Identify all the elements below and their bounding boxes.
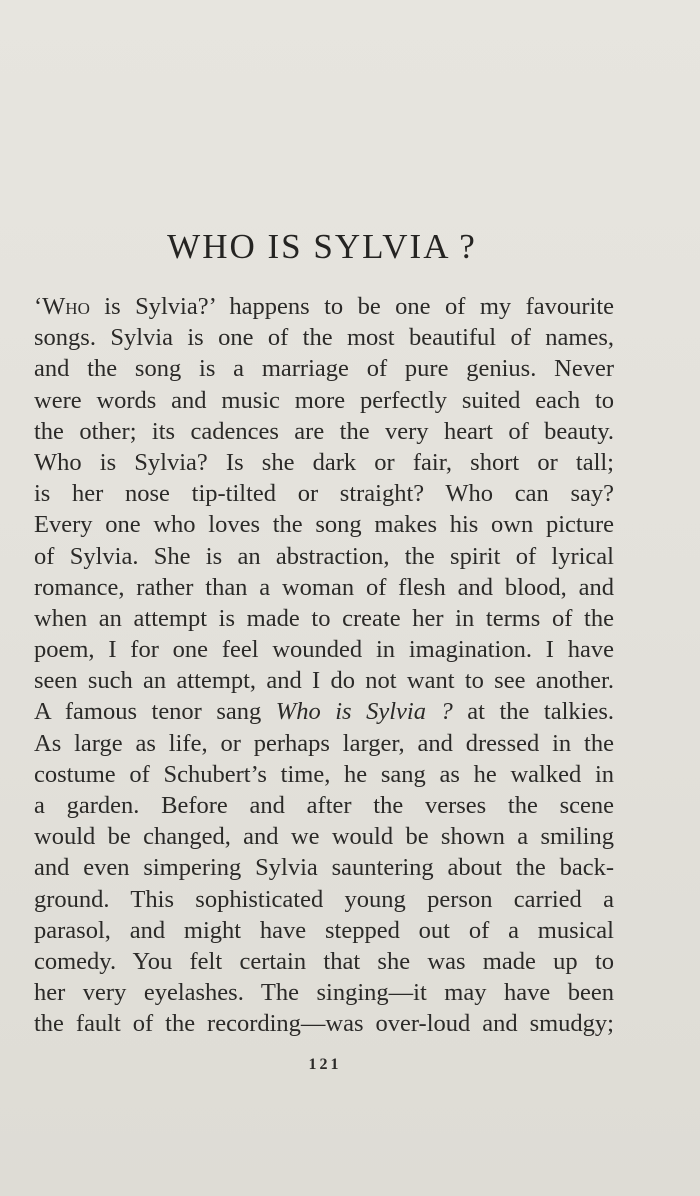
text-line: costume of Schubert’s time, he sang as he walked in [34, 760, 614, 788]
text-line: and even simpering Sylvia sauntering about the back- [34, 854, 614, 882]
chapter-title: WHO IS SYLVIA ? [167, 227, 477, 266]
text-line: Every one who loves the song makes his own picture [34, 511, 614, 539]
text-line: the other; its cadences are the very heart of beauty. [34, 417, 614, 445]
text-line: seen such an attempt, and I do not want to see another. [34, 667, 614, 695]
text-line: parasol, and might have stepped out of a musical [34, 916, 614, 944]
text-line: songs. Sylvia is one of the most beautiful of names, [34, 324, 614, 352]
italic-song-title: Who is Sylvia ? [275, 698, 453, 726]
text-line: and the song is a marriage of pure genius. Never [34, 355, 614, 383]
text-line: is her nose tip-tilted or straight? Who can say? [34, 480, 614, 508]
text-line: of Sylvia. She is an abstraction, the spirit of lyrical [34, 542, 614, 570]
text-line: when an attempt is made to create her in terms of the [34, 604, 614, 632]
text-line: As large as life, or perhaps larger, and dressed in the [34, 729, 614, 757]
page-number: 121 [308, 1056, 342, 1073]
text-line: A famous tenor sang Who is Sylvia ? at the talkies. [34, 698, 614, 726]
body-text [34, 291, 614, 1040]
text-line: comedy. You felt certain that she was made up to [34, 947, 614, 975]
text-line: a garden. Before and after the verses the scene [34, 792, 614, 819]
text-line: Who is Sylvia? Is she dark or fair, short or tall; [34, 448, 614, 476]
text-line: ground. This sophisticated young person carried a [34, 885, 614, 913]
text-line: would be changed, and we would be shown a smiling [34, 823, 614, 851]
text-line: romance, rather than a woman of flesh and blood, and [34, 573, 614, 601]
text-line: poem, I for one feel wounded in imagination. I have [34, 636, 614, 664]
text-line: ‘Who is Sylvia?’ happens to be one of my favourite [34, 293, 614, 320]
small-caps-word: Who [42, 293, 90, 320]
text-line: were words and music more perfectly suited each to [34, 386, 614, 414]
text-line: her very eyelashes. The singing—it may have been [34, 979, 614, 1007]
text-line: the fault of the recording—was over-loud and smudgy; [34, 1010, 614, 1038]
